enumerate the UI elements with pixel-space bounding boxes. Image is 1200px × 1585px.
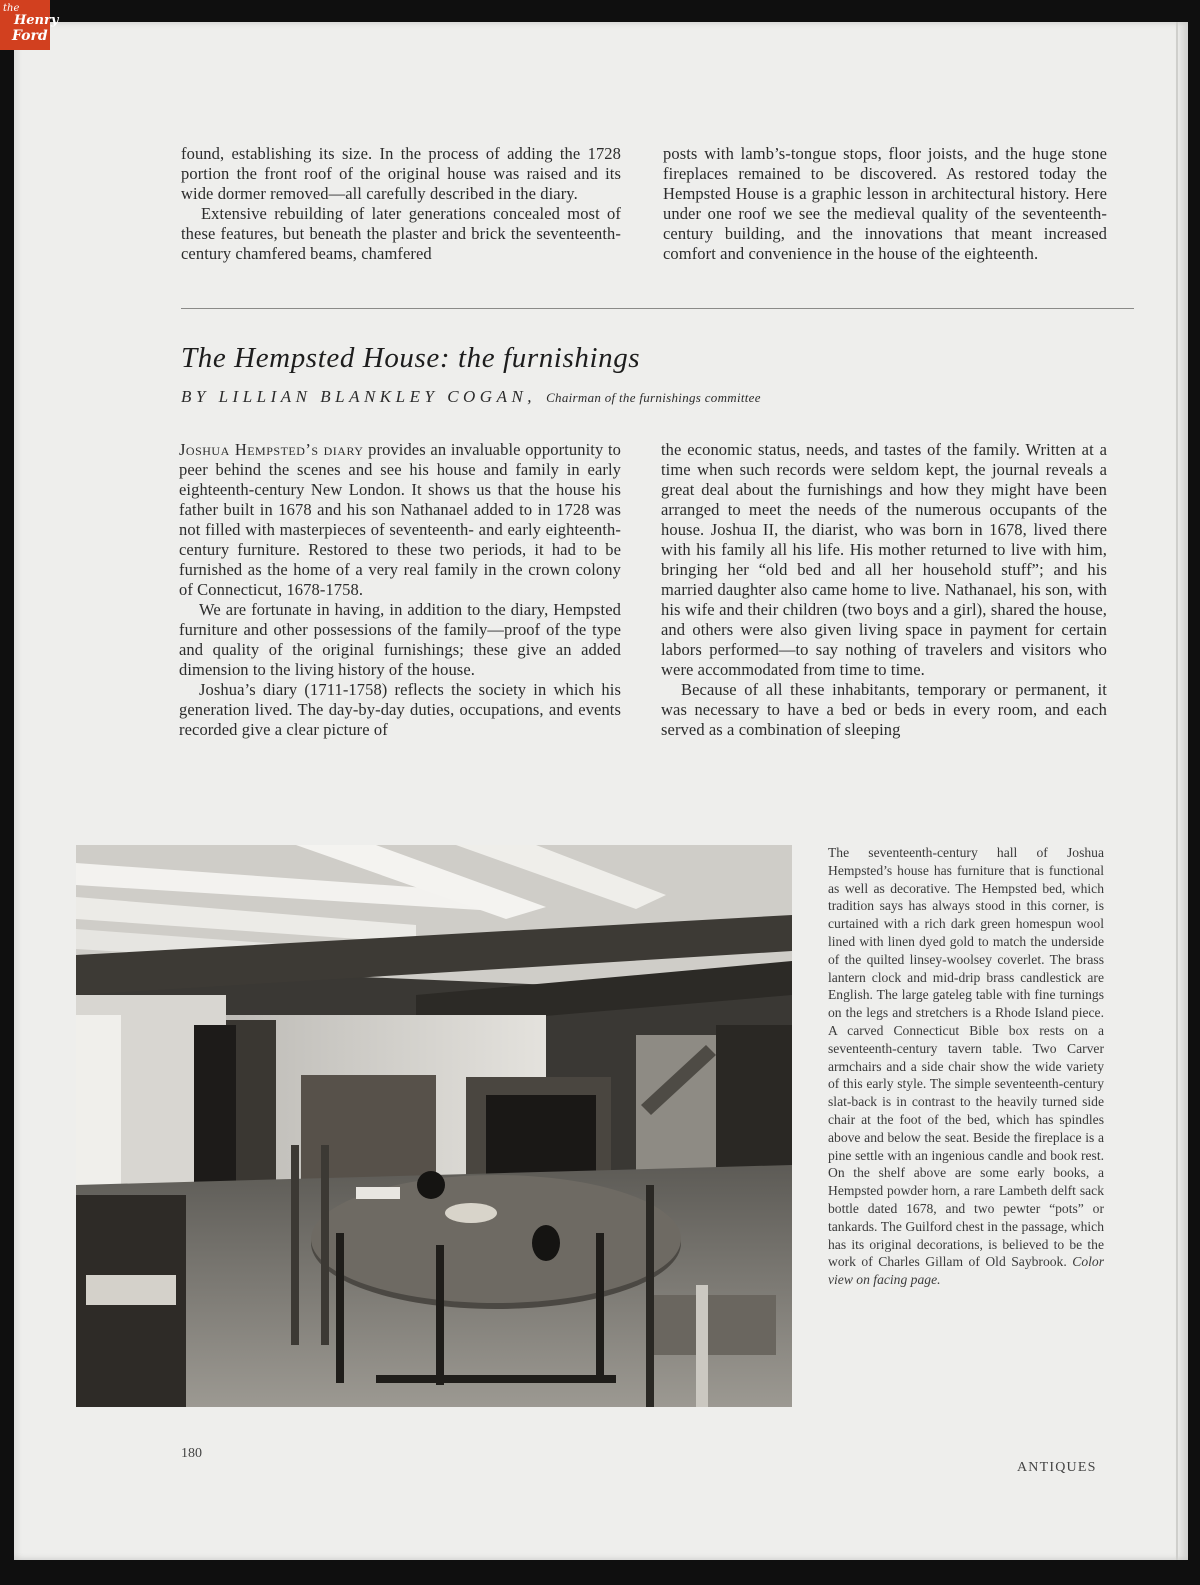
- interior-photograph: [76, 845, 792, 1407]
- journal-name: ANTIQUES: [1017, 1460, 1097, 1475]
- page-number: 180: [181, 1446, 202, 1461]
- top-left-column: [181, 144, 621, 264]
- logo-henry: Henry: [14, 13, 59, 28]
- top-left-paragraph-2: Extensive rebuilding of later generations concealed most of these features, but beneath the plaster and brick the seventeenth-century chamfered beams, chamfered: [181, 204, 621, 263]
- body-right-paragraph-2: Because of all these inhabitants, temporary or permanent, it was necessary to have a bed or beds in every room, and each served as a combination of sleeping: [661, 680, 1107, 739]
- photo-caption: [828, 844, 1104, 1289]
- body-right-paragraph-1: the economic status, needs, and tastes of the family. Written at a time when such records were seldom kept, the journal reveals a great deal about the furnishings and how they might have been arranged to meet the needs of the numerous occupants of the house. Joshua II, the diarist, who was born in 1678, lived there with his family all his life. His mother returned to live with him, bringing her “old bed and all her household stuff”; and his married daughter also came home to live. Nathanael, his son, with his wife and their children (two boys and a girl), shared the house, and others were also given living space in payment for certain labors performed—to say nothing of travelers and visitors who were accommodated from time to time.: [661, 440, 1107, 679]
- caption-text: The seventeenth-century hall of Joshua Hempsted’s house has furniture that is functional as well as decorative. The Hempsted bed, which tradition says has always stood in this corner, is curtained with a rich dark green homespun wool lined with linen dyed gold to match the underside of the quilted linsey-woolsey coverlet. The brass lantern clock and mid-drip brass candlestick are English. The large gateleg table with fine turnings on the legs and stretchers is a Rhode Island piece. A carved Connecticut Bible box rests on a seventeenth-century tavern table. Two Carver armchairs and a side chair show the wide variety of this early style. The simple seventeenth-century slat-back is in contrast to the heavily turned side chair at the foot of the bed, which has spindles above and below the seat. Beside the fireplace is a pine settle with an ingenious candle and book rest. On the shelf above are some early books, a Hempsted powder horn, a rare Lambeth delft sack bottle dated 1678, and two pewter “pots” or tankards. The Guilford chest in the passage, which has its original decorations, is believed to be the work of Charles Gillam of Old Saybrook.: [828, 845, 1104, 1270]
- logo-ford: Ford: [12, 28, 48, 44]
- body-right-column: [661, 440, 1107, 740]
- body-left-p1-text: provides an invaluable opportunity to peer behind the scenes and see his house and family in early eighteenth-century New London. It shows us that the house his father built in 1678 and his son Nathanael added to in 1728 was not filled with masterpieces of seventeenth- and early eighteenth-century furniture. Restored to these two periods, it had to be furnished as the home of a very real family in the crown colony of Connecticut, 1678-1758.: [179, 440, 621, 599]
- top-right-column: [663, 144, 1107, 264]
- hall-photo-illustration: [76, 845, 792, 1407]
- body-left-paragraph-3: Joshua’s diary (1711-1758) reflects the society in which his generation lived. The day-by-day duties, occupations, and events recorded give a clear picture of: [179, 680, 621, 739]
- author-name: BY LILLIAN BLANKLEY COGAN,: [181, 387, 537, 406]
- body-left-paragraph-1: [179, 440, 621, 600]
- body-left-column: [179, 440, 621, 740]
- body-left-paragraph-2: We are fortunate in having, in addition to the diary, Hempsted furniture and other possessions of the family—proof of the type and quality of the original furnishings; these give an added dimension to the living history of the house.: [179, 600, 621, 679]
- byline: [181, 387, 761, 407]
- article-title: The Hempsted House: the furnishings: [181, 342, 641, 374]
- henry-ford-logo: [0, 0, 59, 50]
- section-divider: [181, 308, 1134, 309]
- logo-the: the: [3, 3, 20, 14]
- lead-in: Joshua Hempsted’s diary: [179, 440, 364, 459]
- caption-paragraph: [828, 844, 1104, 1289]
- author-role: Chairman of the furnishings committee: [546, 390, 761, 405]
- magazine-page: [14, 22, 1188, 1560]
- top-right-paragraph-1: posts with lamb’s-tongue stops, floor joists, and the huge stone fireplaces remained to be discovered. As restored today the Hempsted House is a graphic lesson in architectural history. Here under one roof we see the medieval quality of the seventeenth-century building, and the innovations that meant increased comfort and convenience in the house of the eighteenth.: [663, 144, 1107, 263]
- page-gutter: [1176, 22, 1178, 1560]
- top-left-paragraph-1: found, establishing its size. In the process of adding the 1728 portion the front roof of the original house was raised and its wide dormer removed—all carefully described in the diary.: [181, 144, 621, 203]
- caption-cross-reference: Color view on facing page.: [828, 1254, 1104, 1288]
